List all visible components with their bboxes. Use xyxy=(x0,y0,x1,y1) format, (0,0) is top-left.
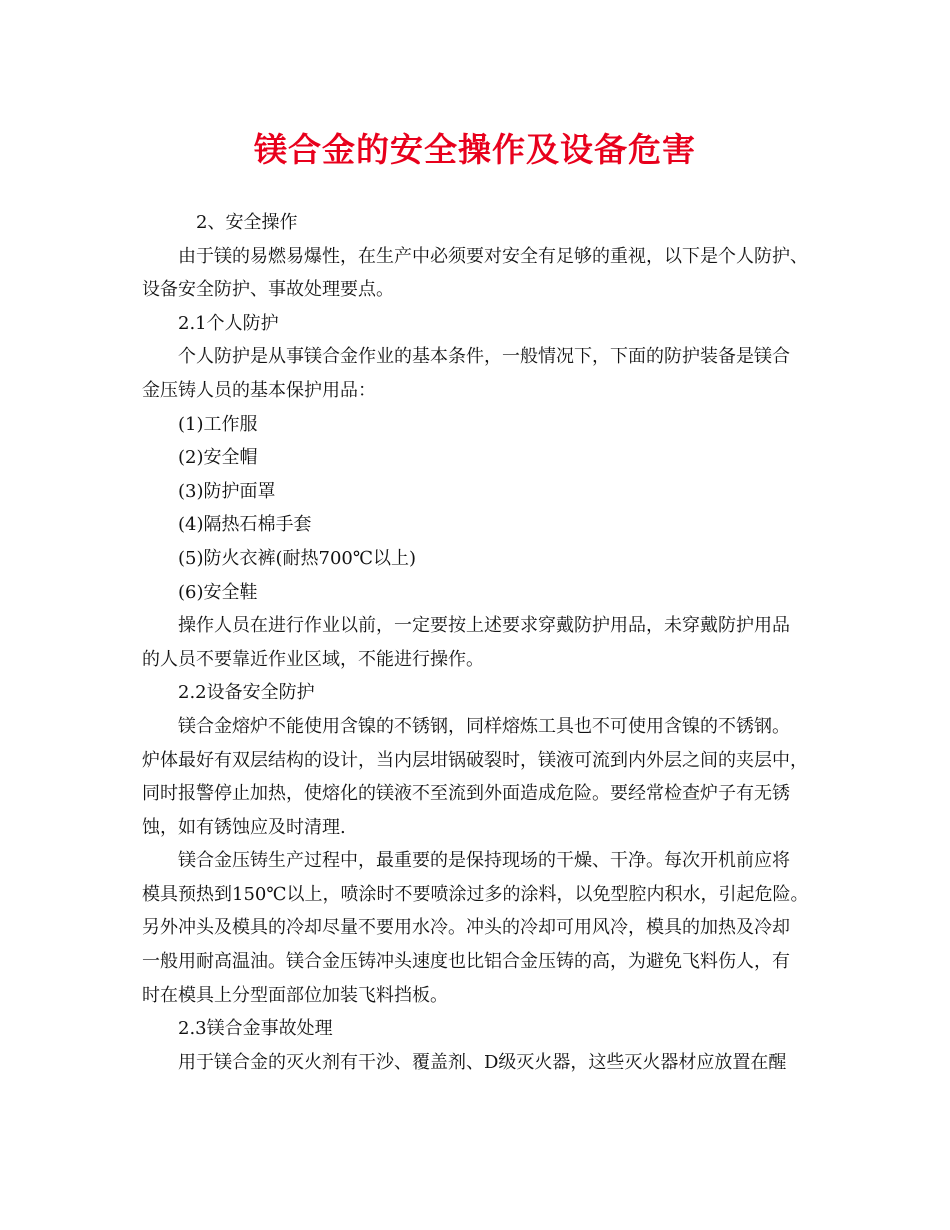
paragraph-line: 炉体最好有双层结构的设计，当内层坩锅破裂时，镁液可流到内外层之间的夹层中， xyxy=(142,749,808,771)
paragraph-line: 模具预热到150℃以上，喷涂时不要喷涂过多的涂料，以免型腔内积水，引起危险。 xyxy=(142,883,809,905)
document-title: 镁合金的安全操作及设备危害 xyxy=(254,130,696,169)
section-heading: 2.1个人防护 xyxy=(178,312,279,334)
paragraph-line: 金压铸人员的基本保护用品： xyxy=(142,379,376,401)
paragraph-line: 用于镁合金的灭火剂有干沙、覆盖剂、D级灭火器，这些灭火器材应放置在醒 xyxy=(178,1051,787,1073)
paragraph-line: 另外冲头及模具的冷却尽量不要用水冷。冲头的冷却可用风冷，模具的加热及冷却 xyxy=(142,917,790,939)
paragraph-line: 镁合金熔炉不能使用含镍的不锈钢，同样熔炼工具也不可使用含镍的不锈钢。 xyxy=(178,715,790,737)
paragraph-line: 一般用耐高温油。镁合金压铸冲头速度也比铝合金压铸的高，为避免飞料伤人，有 xyxy=(142,951,790,973)
list-item: (3)防护面罩 xyxy=(178,480,276,502)
paragraph-line: 操作人员在进行作业以前，一定要按上述要求穿戴防护用品，未穿戴防护用品 xyxy=(178,615,790,637)
list-item: (2)安全帽 xyxy=(178,447,258,469)
list-item: (4)隔热石棉手套 xyxy=(178,514,312,536)
paragraph-line: 设备安全防护、事故处理要点。 xyxy=(142,279,394,301)
section-heading: 2、安全操作 xyxy=(196,212,298,233)
paragraph-line: 同时报警停止加热，使熔化的镁液不至流到外面造成危险。要经常检查炉子有无锈 xyxy=(142,783,790,805)
section-heading: 2.2设备安全防护 xyxy=(178,682,315,704)
list-item: (6)安全鞋 xyxy=(178,581,258,603)
paragraph-line: 时在模具上分型面部位加装飞料挡板。 xyxy=(142,984,448,1006)
paragraph-line: 蚀，如有锈蚀应及时清理. xyxy=(142,816,346,838)
paragraph-line: 镁合金压铸生产过程中，最重要的是保持现场的干燥、干净。每次开机前应将 xyxy=(178,850,790,872)
paragraph-line: 由于镁的易燃易爆性，在生产中必须要对安全有足够的重视，以下是个人防护、 xyxy=(178,245,808,267)
paragraph-line: 个人防护是从事镁合金作业的基本条件，一般情况下，下面的防护装备是镁合 xyxy=(178,346,790,368)
paragraph-line: 的人员不要靠近作业区域，不能进行操作。 xyxy=(142,648,484,670)
document-body xyxy=(142,206,814,1079)
list-item: (5)防火衣裤(耐热700℃以上) xyxy=(178,547,417,569)
list-item: (1)工作服 xyxy=(178,413,258,435)
section-heading: 2.3镁合金事故处理 xyxy=(178,1018,333,1040)
